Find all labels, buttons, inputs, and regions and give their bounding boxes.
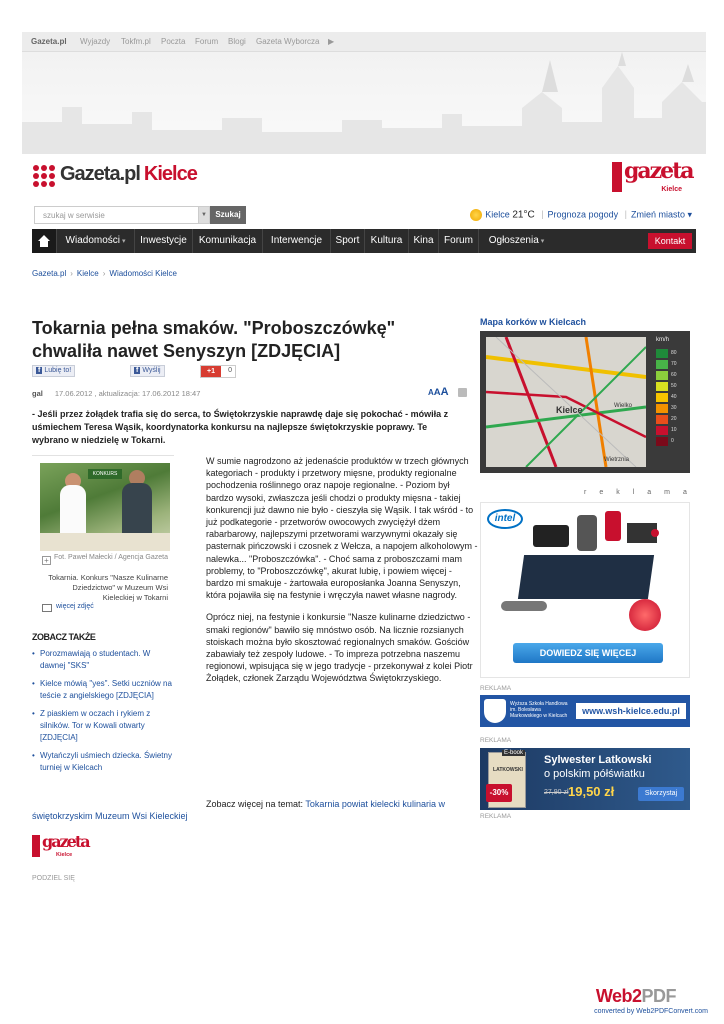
- search-input[interactable]: szukaj w serwisie: [34, 206, 200, 224]
- see-also-list: [32, 648, 172, 774]
- legend-value: 40: [671, 394, 677, 400]
- ad-label: REKLAMA: [480, 737, 512, 744]
- web2pdf-watermark[interactable]: [566, 986, 716, 1020]
- book-discount-badge: -30%: [486, 784, 512, 802]
- intel-advertisement[interactable]: [480, 502, 690, 678]
- font-large-button[interactable]: A: [440, 386, 449, 398]
- photo-caption: Tokarnia. Konkurs "Nasze Kulinarne Dziedzictwo" w Muzeum Wsi Kieleckiej w Tokarni: [48, 573, 168, 602]
- breadcrumb: Gazeta.pl › Kielce › Wiadomości Kielce: [32, 269, 177, 278]
- traffic-map-canvas: [486, 337, 646, 467]
- book-buy-button[interactable]: Skorzystaj: [638, 787, 684, 801]
- breadcrumb-gazeta[interactable]: Gazeta.pl: [32, 269, 67, 278]
- nav-home[interactable]: [32, 229, 56, 253]
- article-photo[interactable]: [40, 463, 170, 551]
- book-ad-subtitle: o polskim półświatku: [544, 768, 645, 780]
- ad-label-spaced: reklama: [584, 489, 700, 496]
- main-nav: [32, 229, 696, 253]
- book-new-price: 19,50 zł: [568, 784, 615, 799]
- gazeta-logo-city: Kielce: [661, 186, 682, 193]
- article-title: Tokarnia pełna smaków. "Proboszczówkę" chwaliła nawet Senyszyn [ZDJĘCIA]: [32, 318, 396, 361]
- product-ball-icon: [629, 599, 661, 631]
- font-small-button[interactable]: A: [428, 388, 434, 397]
- facebook-icon: f: [136, 367, 139, 374]
- article-author: gal: [32, 389, 43, 398]
- map-label-wielko: Wielko: [614, 403, 633, 409]
- traffic-roads-illustration: [486, 337, 646, 467]
- nav-item-interwencje[interactable]: Interwencje: [262, 229, 330, 253]
- footer-gazeta-logo[interactable]: [32, 832, 92, 862]
- article-photo-box: [32, 455, 174, 617]
- header-skyline-banner: [22, 52, 706, 154]
- site-logo-main: Gazeta.pl: [60, 163, 140, 185]
- legend-value: 10: [671, 427, 677, 433]
- chevron-down-icon[interactable]: ▾: [684, 209, 692, 220]
- wsh-url: www.wsh-kielce.edu.pl: [576, 703, 686, 719]
- nav-item-forum[interactable]: Forum: [438, 229, 478, 253]
- product-phone-icon: [577, 515, 597, 551]
- search-scope-dropdown-icon[interactable]: ▼: [198, 206, 210, 224]
- product-box-icon: [518, 555, 654, 599]
- page: [22, 32, 706, 1024]
- breadcrumb-wiadomosci[interactable]: Wiadomości Kielce: [109, 269, 177, 278]
- topbar-link-forum[interactable]: Forum: [195, 37, 219, 46]
- nav-item-sport[interactable]: Sport: [330, 229, 364, 253]
- photo-banner: KONKURS: [88, 469, 122, 479]
- article-dates: 17.06.2012 , aktualizacja: 17.06.2012 18:47: [54, 389, 201, 398]
- topbar-link-gazeta[interactable]: Gazeta.pl: [31, 37, 67, 46]
- skyline-illustration: [22, 52, 706, 154]
- gazeta-dots-logo-icon: [32, 164, 56, 188]
- see-more-topics: [32, 798, 478, 822]
- facebook-like-button[interactable]: f Lubię to!: [32, 365, 75, 377]
- nav-item-komunikacja[interactable]: Komunikacja: [192, 229, 262, 253]
- ebook-advertisement[interactable]: [480, 748, 690, 810]
- web2pdf-logo-a: Web2: [595, 986, 642, 1006]
- home-icon: [32, 229, 56, 253]
- product-ornament-icon: [651, 529, 659, 537]
- weather-widget: Kielce 21°C | Prognoza pogody | Zmień miasto ▾: [470, 209, 692, 221]
- article-body: [206, 455, 478, 695]
- see-more-topic-links[interactable]: Tokarnia powiat kielecki kulinaria w świętokrzyskim Muzeum Wsi Kieleckiej: [32, 799, 445, 822]
- nav-item-wiadomosci[interactable]: Wiadomości ▾: [56, 229, 134, 253]
- gazeta-logo-mark: [612, 162, 622, 192]
- web2pdf-caption[interactable]: converted by Web2PDFConvert.com: [594, 1008, 708, 1015]
- facebook-icon: f: [38, 367, 41, 374]
- nav-item-ogloszenia[interactable]: Ogłoszenia ▾: [478, 229, 554, 253]
- web2pdf-logo: [596, 986, 676, 1007]
- weather-temperature: 21°C: [512, 209, 535, 221]
- more-photos-link[interactable]: więcej zdjęć: [56, 603, 94, 610]
- legend-value: 60: [671, 372, 677, 378]
- gazeta-logo-word: gazeta: [624, 158, 693, 184]
- nav-item-kina[interactable]: Kina: [408, 229, 438, 253]
- topbar-more-arrow-icon[interactable]: ▶: [328, 37, 335, 46]
- print-icon[interactable]: [458, 388, 467, 397]
- share-label: PODZIEL SIĘ: [32, 875, 75, 882]
- product-skateboard-icon: [501, 601, 547, 611]
- portal-topbar: [22, 32, 706, 52]
- see-also-item[interactable]: • Wytańczyli uśmiech dziecka. Świetny turniej w Kielcach: [32, 750, 172, 774]
- google-plus-count: 0: [228, 367, 232, 374]
- intel-learn-more-button[interactable]: DOWIEDZ SIĘ WIĘCEJ: [513, 643, 663, 663]
- weather-forecast-link[interactable]: Prognoza pogody: [547, 209, 619, 220]
- google-plus-button[interactable]: [200, 365, 236, 378]
- map-label-kielce: Kielce: [556, 405, 583, 415]
- topbar-link-blogi[interactable]: Blogi: [228, 37, 246, 46]
- topbar-link-wyjazdy[interactable]: Wyjazdy: [80, 37, 111, 46]
- site-logo-city: Kielce: [143, 163, 197, 185]
- ebook-badge: E-book: [504, 750, 524, 756]
- nav-item-inwestycje[interactable]: Inwestycje: [134, 229, 192, 253]
- legend-value: 20: [671, 416, 677, 422]
- see-also-item[interactable]: • Porozmawiają o studentach. W dawnej "SKS": [32, 648, 172, 672]
- gallery-icon[interactable]: [42, 604, 52, 612]
- speed-legend-unit: km/h: [656, 337, 670, 343]
- ad-label: REKLAMA: [480, 813, 512, 820]
- topbar-link-wyborcza[interactable]: Gazeta Wyborcza: [256, 37, 320, 46]
- topbar-link-poczta[interactable]: Poczta: [161, 37, 186, 46]
- article-lead: - Jeśli przez żołądek trafia się do serca, to Świętokrzyskie naprawdę daje się pokochać - mówiła z uśmiechem Teresa Wąsik, koordynatorka konkursu na najlepsze świętokrzyskie poprawy. Te wybrano w niedzielę w Tokarni.: [32, 409, 449, 445]
- book-ad-title: Sylwester Latkowski: [544, 754, 652, 766]
- traffic-map[interactable]: [480, 331, 690, 473]
- nav-item-kultura[interactable]: Kultura: [364, 229, 408, 253]
- see-also-item[interactable]: • Z piaskiem w oczach i rykiem z silników. Tor w Kowali otwarty [ZDJĘCIA]: [32, 708, 172, 744]
- search-button[interactable]: Szukaj: [210, 206, 246, 224]
- change-city-link[interactable]: Zmień miasto: [630, 209, 685, 220]
- book-old-price: 27,90 zł: [544, 789, 569, 796]
- ad-label: REKLAMA: [480, 685, 512, 692]
- legend-value: 80: [671, 350, 677, 356]
- intel-logo: intel: [487, 509, 523, 529]
- enlarge-plus-icon[interactable]: +: [42, 556, 51, 565]
- footer-logo-city: Kielce: [56, 852, 73, 858]
- site-header: [32, 154, 696, 204]
- article-paragraph-1: W sumie nagrodzono aż jedenaście produktów w trzech głównych kategoriach - produkty i przetwory mięsne, produkty regionalne pochodzenia roślinnego oraz napoje regionalne. - Poziom był bardzo wysoki, zwłaszcza jeśli chodzi o produkty mięsna - takiej konkurencji już dawno nie było - cieszyła się Wąsik. I tak wśród - to już podkategorie - przetworów owocowych zwyciężył dżem rabarbarowy, najlepszymi przetworami warzywnymi okazały się pasternak pińczowski i czosnek z Wełcza, a napojem alkoholowym - nalewka... "Proboszczówka". - Choć sama z proboszczami mam problemy, to "Proboszczówkę", akurat lubię, i powiem więcej - bardzo mi smakuje - żartowała europosłanka Joanna Senyszyn, która pojawiła się na festynie i wręczyła nawet własne nagrody.: [206, 456, 478, 601]
- see-also-title: ZOBACZ TAKŻE: [32, 632, 96, 642]
- legend-value: 30: [671, 405, 677, 411]
- article-meta: [32, 389, 456, 398]
- map-label-wietrznia: Wietrznia: [604, 457, 630, 463]
- search-row: [32, 204, 696, 228]
- wsh-name: Wyższa Szkoła Handlowa im. Bolesława Markowskiego w Kielcach: [510, 701, 568, 719]
- font-size-controls: [428, 386, 449, 398]
- legend-value: 70: [671, 361, 677, 367]
- topbar-link-tokfm[interactable]: Tokfm.pl: [121, 37, 151, 46]
- footer-logo-mark: [32, 835, 40, 857]
- legend-value: 50: [671, 383, 677, 389]
- weather-city[interactable]: Kielce: [485, 209, 510, 220]
- gazeta-kielce-logo[interactable]: [612, 158, 693, 198]
- legend-value: 0: [671, 438, 674, 444]
- wsh-crest-icon: [484, 699, 506, 723]
- book-cover-title: LATKOWSKI: [493, 767, 523, 773]
- product-laptop-icon: [533, 525, 569, 547]
- breadcrumb-kielce[interactable]: Kielce: [76, 269, 99, 278]
- google-plus-icon: +1: [201, 366, 221, 377]
- article-paragraph-2: Oprócz niej, na festynie i konkursie "Nasze kulinarne dziedzictwo - smaki regionów" bawiło się mnóstwo osób. Na licznie rozsianych stoiskach można było skosztować regionalnych smaków. Gościów zabawiały też zespoły ludowe. - To impreza potrzebna naszemu regionowi, wpisująca się w jego tradycje - przekonywał z kolei Piotr Żołądek, członek Zarządu Województwa Świętokrzyskiego.: [206, 612, 473, 684]
- footer-logo-word: gazeta: [42, 832, 89, 851]
- font-medium-button[interactable]: A: [433, 387, 441, 398]
- see-also-box: [32, 632, 172, 780]
- photo-credit: Fot. Paweł Małecki / Agencja Gazeta: [54, 554, 168, 561]
- sun-icon: [470, 209, 482, 221]
- wsh-advertisement[interactable]: [480, 695, 690, 727]
- traffic-map-title[interactable]: Mapa korków w Kielcach: [480, 317, 587, 327]
- site-logo[interactable]: [60, 163, 197, 186]
- contact-button[interactable]: Kontakt: [648, 233, 692, 249]
- web2pdf-logo-b: PDF: [641, 986, 676, 1006]
- facebook-send-button[interactable]: f Wyślij: [130, 365, 165, 377]
- product-red-phone-icon: [605, 511, 621, 541]
- see-also-item[interactable]: • Kielce mówią "yes". Setki uczniów na teście z angielskiego [ZDJĘCIA]: [32, 678, 172, 702]
- see-more-prefix: Zobacz więcej na temat:: [206, 799, 304, 809]
